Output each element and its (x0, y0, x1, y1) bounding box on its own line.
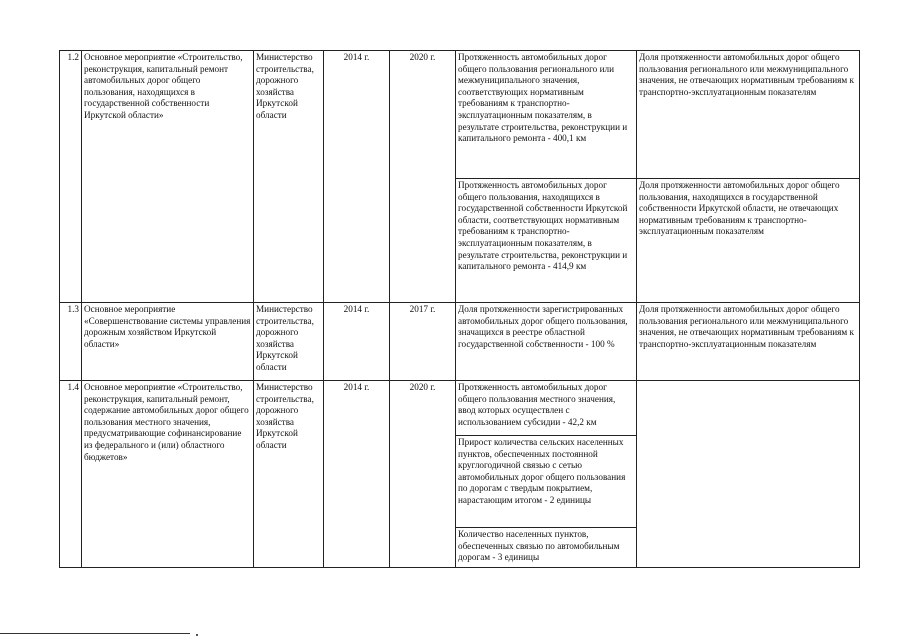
event-name: Основное мероприятие «Совершенствование системы управления дорожным хозяйством Иркутской области» (82, 303, 254, 381)
start-year: 2014 г. (324, 51, 390, 303)
event-name: Основное мероприятие «Строительство, реконструкция, капитальный ремонт, содержание автомобильных дорог общего пользования местного значения, предусматривающие софинансирование из федерального и (или) областного бюджетов» (82, 381, 254, 568)
scan-mark (196, 634, 198, 636)
row-number: 1.2 (60, 51, 82, 303)
row-number: 1.3 (60, 303, 82, 381)
start-year: 2014 г. (324, 303, 390, 381)
start-year: 2014 г. (324, 381, 390, 568)
event-name: Основное мероприятие «Строительство, реконструкция, капитальный ремонт автомобильных дорог общего пользования, находящихся в государственной собственности Иркутской области» (82, 51, 254, 303)
expected-result: Прирост количества сельских населенных пунктов, обеспеченных постоянной круглогодичной связью с сетью автомобильных дорог общего пользования по дорогам с твердым покрытием, нарастающим итогом - 2 единицы (456, 436, 637, 528)
expected-result: Доля протяженности зарегистрированных автомобильных дорог общего пользования, значащихся в реестре областной государственной собственности - 100 % (456, 303, 637, 381)
end-year: 2020 г. (390, 51, 456, 303)
executor: Министерство строительства, дорожного хозяйства Иркутской области (254, 303, 324, 381)
target-indicator: Доля протяженности автомобильных дорог общего пользования регионального или межмуниципального значения, не отвечающих нормативным требованиям к транспортно-эксплуатационным показателям (637, 303, 860, 381)
target-indicator: Доля протяженности автомобильных дорог общего пользования, находящихся в государственной собственности Иркутской области, не отвечающих нормативным требованиям к транспортно-эксплуатационным показателям (637, 179, 860, 303)
program-events-table (59, 50, 860, 568)
executor: Министерство строительства, дорожного хозяйства Иркутской области (254, 51, 324, 303)
end-year: 2020 г. (390, 381, 456, 568)
expected-result: Протяженность автомобильных дорог общего пользования, находящихся в государственной собственности Иркутской области, соответствующих нормативным требованиям к транспортно-эксплуатационным показателям, в результате строительства, реконструкции и капитального ремонта - 414,9 км (456, 179, 637, 303)
table-row (60, 303, 860, 381)
page-bottom-rule (0, 633, 190, 634)
end-year: 2017 г. (390, 303, 456, 381)
target-indicator (637, 381, 860, 568)
table-row (60, 51, 860, 179)
expected-result: Количество населенных пунктов, обеспеченных связью по автомобильным дорогам - 3 единицы (456, 528, 637, 568)
row-number: 1.4 (60, 381, 82, 568)
executor: Министерство строительства, дорожного хозяйства Иркутской области (254, 381, 324, 568)
table-row (60, 381, 860, 436)
expected-result: Протяженность автомобильных дорог общего пользования регионального или межмуниципального значения, соответствующих нормативным требованиям к транспортно-эксплуатационным показателям, в результате строительства, реконструкции и капитального ремонта - 400,1 км (456, 51, 637, 179)
expected-result: Протяженность автомобильных дорог общего пользования местного значения, ввод которых осуществлен с использованием субсидии - 42,2 км (456, 381, 637, 436)
target-indicator: Доля протяженности автомобильных дорог общего пользования регионального или межмуниципального значения, не отвечающих нормативным требованиям к транспортно-эксплуатационным показателям (637, 51, 860, 179)
